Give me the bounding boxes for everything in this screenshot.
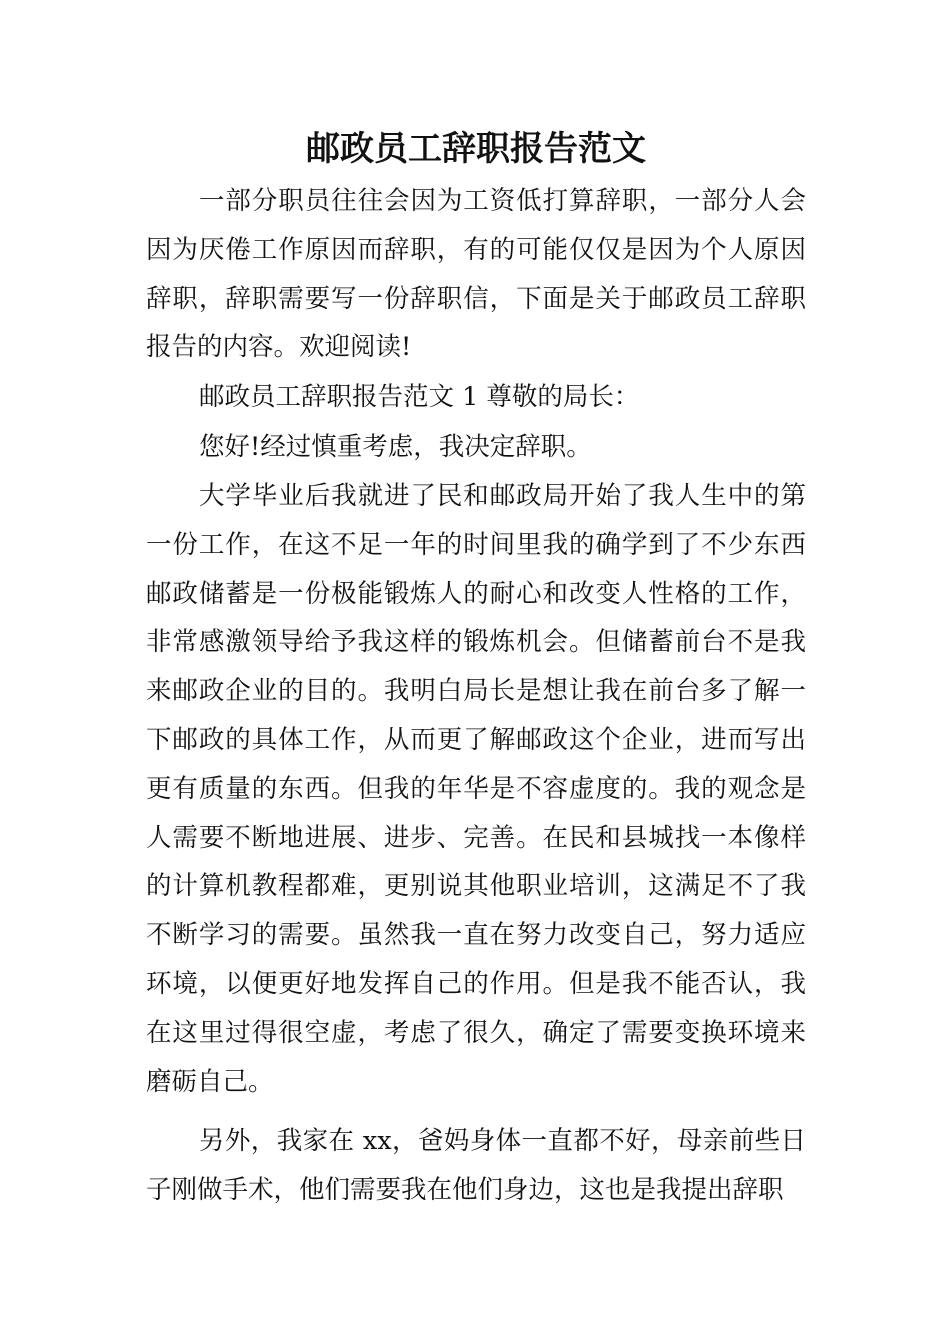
paragraph-salutation: 邮政员工辞职报告范文 1 尊敬的局长： [199,382,640,412]
paragraph-body-2: 另外，我家在 xx，爸妈身体一直都不好，母亲前些日子刚做手术，他们需要我在他们身边，这也是我提出辞职 [146,1126,806,1205]
document-title: 邮政员工辞职报告范文 [306,129,646,169]
document-page [146,0,806,1344]
paragraph-greeting: 您好!经过慎重考虑，我决定辞职。 [199,432,592,462]
paragraph-body-1: 大学毕业后我就进了民和邮政局开始了我人生中的第一份工作，在这不足一年的时间里我的确学到了不少东西邮政储蓄是一份极能锻炼人的耐心和改变人性格的工作，非常感激领导给予我这样的锻炼机会。但储蓄前台不是我来邮政企业的目的。我明白局长是想让我在前台多了解一下邮政的具体工作，从而更了解邮政这个企业，进而写出更有质量的东西。但我的年华是不容虚度的。我的观念是人需要不断地进展、进步、完善。在民和县城找一本像样的计算机教程都难，更别说其他职业培训，这满足不了我不断学习的需要。虽然我一直在努力改变自己，努力适应环境，以便更好地发挥自己的作用。但是我不能否认，我在这里过得很空虚，考虑了很久，确定了需要变换环境来磨砺自己。 [146,481,806,1097]
paragraph-intro: 一部分职员往往会因为工资低打算辞职，一部分人会因为厌倦工作原因而辞职，有的可能仅仅是因为个人原因辞职，辞职需要写一份辞职信，下面是关于邮政员工辞职报告的内容。欢迎阅读! [146,186,806,363]
